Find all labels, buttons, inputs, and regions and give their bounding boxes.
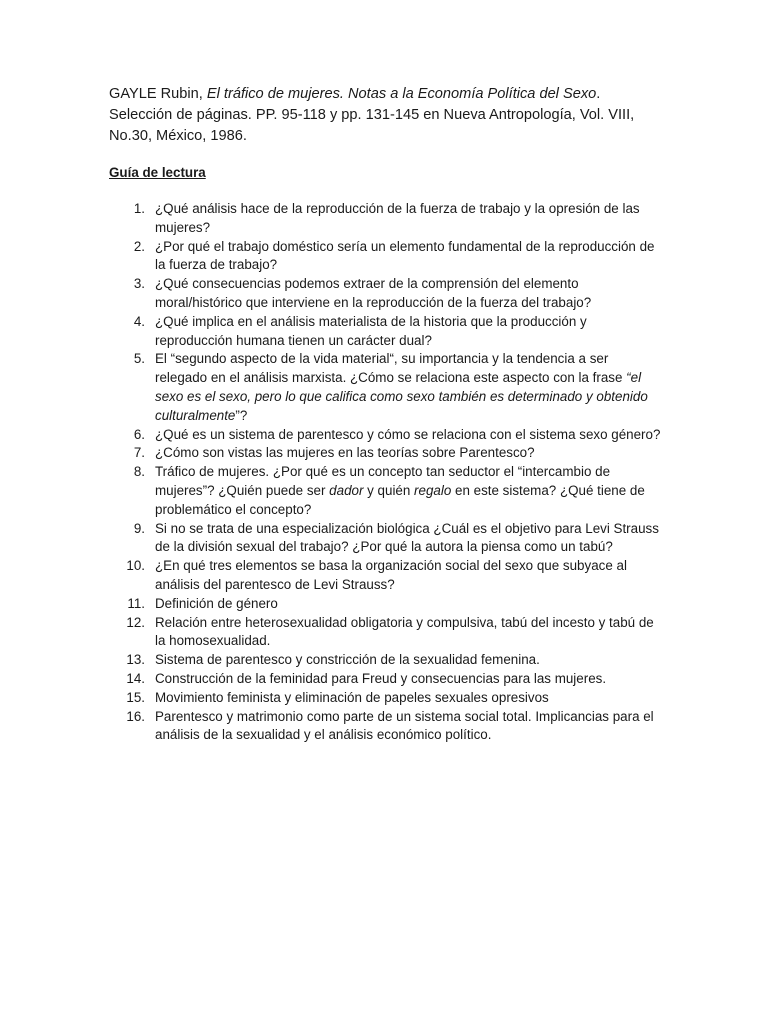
question-number: 5. — [133, 351, 145, 367]
question-text-segment: ¿Qué implica en el análisis materialista de la historia que la producción y reproducción humana tienen un carácter dual? — [155, 313, 587, 348]
question-text-segment: Parentesco y matrimonio como parte de un sistema social total. Implicancias para el análisis de la sexualidad y el análisis económico político. — [155, 708, 654, 743]
question-list — [109, 200, 661, 745]
question-text-segment: Sistema de parentesco y constricción de la sexualidad femenina. — [155, 652, 540, 668]
question-number: 3. — [133, 276, 145, 292]
citation-author: GAYLE Rubin, — [109, 86, 207, 102]
question-item — [109, 426, 661, 445]
question-text — [155, 426, 661, 445]
question-text — [155, 651, 661, 670]
question-text — [155, 689, 661, 708]
question-text-segment: y quién — [363, 482, 415, 498]
question-number: 9. — [133, 520, 145, 536]
question-text-italic: regalo — [414, 482, 452, 498]
question-text-segment: Definición de género — [155, 595, 278, 611]
question-text-segment: Relación entre heterosexualidad obligatoria y compulsiva, tabú del incesto y tabú de la homosexualidad. — [155, 614, 654, 649]
question-text-segment: ”? — [235, 407, 248, 423]
question-text-segment: ¿Cómo son vistas las mujeres en las teorías sobre Parentesco? — [155, 445, 535, 461]
question-text-segment: ¿En qué tres elementos se basa la organización social del sexo que subyace al análisis del parentesco de Levi Strauss? — [155, 558, 627, 592]
question-item — [109, 595, 661, 614]
question-item — [109, 200, 661, 238]
question-text — [155, 200, 661, 238]
question-number: 14. — [126, 670, 145, 686]
question-text — [155, 463, 661, 519]
question-item — [109, 708, 661, 746]
question-item — [109, 689, 661, 708]
question-number: 10. — [126, 558, 145, 574]
question-text — [155, 670, 661, 689]
question-item — [109, 275, 661, 313]
question-text-segment: Si no se trata de una especialización biológica ¿Cuál es el objetivo para Levi Strauss de la división sexual del trabajo? ¿Por qué la autora la piensa como un tabú? — [155, 520, 659, 555]
question-text — [155, 595, 661, 614]
question-item — [109, 463, 661, 519]
question-item — [109, 651, 661, 670]
question-text-segment: ¿Qué consecuencias podemos extraer de la comprensión del elemento moral/histórico que interviene en la reproducción de la fuerza del trabajo? — [155, 276, 592, 310]
document-page — [109, 84, 661, 745]
question-text-segment: ¿Qué análisis hace de la reproducción de la fuerza de trabajo y la opresión de las mujeres? — [155, 201, 640, 235]
question-number: 1. — [133, 201, 145, 216]
question-item — [109, 670, 661, 689]
question-text-segment: en este sistema? ¿Qué tiene de problemático el concepto? — [155, 482, 645, 517]
section-heading: Guía de lectura — [109, 165, 206, 180]
question-text — [155, 444, 661, 463]
citation-details: . Selección de páginas. PP. 95-118 y pp. 131-145 en Nueva Antropología, Vol. VIII, No.30, México, 1986. — [109, 86, 635, 144]
bibliographic-citation — [109, 84, 661, 147]
question-number: 7. — [133, 445, 145, 461]
question-number: 6. — [133, 426, 145, 442]
question-text-segment: Construcción de la feminidad para Freud y consecuencias para las mujeres. — [155, 670, 607, 686]
question-number: 11. — [127, 595, 145, 611]
question-item — [109, 238, 661, 276]
question-item — [109, 350, 661, 425]
question-number: 16. — [126, 708, 145, 724]
question-number: 13. — [126, 652, 145, 668]
question-number: 8. — [133, 464, 145, 480]
question-text — [155, 275, 661, 313]
question-item — [109, 520, 661, 558]
question-item — [109, 313, 661, 351]
question-item — [109, 557, 661, 595]
question-text — [155, 313, 661, 351]
question-number: 12. — [126, 614, 145, 630]
question-text-italic: “el sexo es el sexo, pero lo que califica como sexo también es determinado y obtenido culturalmente — [155, 370, 648, 423]
question-number: 15. — [126, 689, 145, 705]
question-text-italic: dador — [329, 482, 364, 498]
question-text — [155, 557, 661, 595]
question-text — [155, 238, 661, 276]
question-item — [109, 444, 661, 463]
question-text-segment: El “segundo aspecto de la vida material“, su importancia y la tendencia a ser relegado en el análisis marxista. ¿Cómo se relaciona este aspecto con la frase — [155, 351, 627, 386]
question-number: 2. — [133, 238, 145, 254]
question-text-segment: Movimiento feminista y eliminación de papeles sexuales opresivos — [155, 689, 549, 705]
question-text-segment: ¿Qué es un sistema de parentesco y cómo se relaciona con el sistema sexo género? — [155, 426, 661, 442]
citation-title: El tráfico de mujeres. Notas a la Economía Política del Sexo — [206, 86, 597, 102]
question-text-segment: ¿Por qué el trabajo doméstico sería un elemento fundamental de la reproducción de la fuerza de trabajo? — [155, 238, 655, 273]
question-number: 4. — [133, 313, 145, 329]
question-text — [155, 708, 661, 746]
question-text — [155, 520, 661, 558]
question-item — [109, 614, 661, 652]
question-text — [155, 350, 661, 425]
question-text — [155, 614, 661, 652]
question-text-segment: Tráfico de mujeres. ¿Por qué es un concepto tan seductor el “intercambio de mujeres”? ¿Quién puede ser — [155, 464, 611, 498]
